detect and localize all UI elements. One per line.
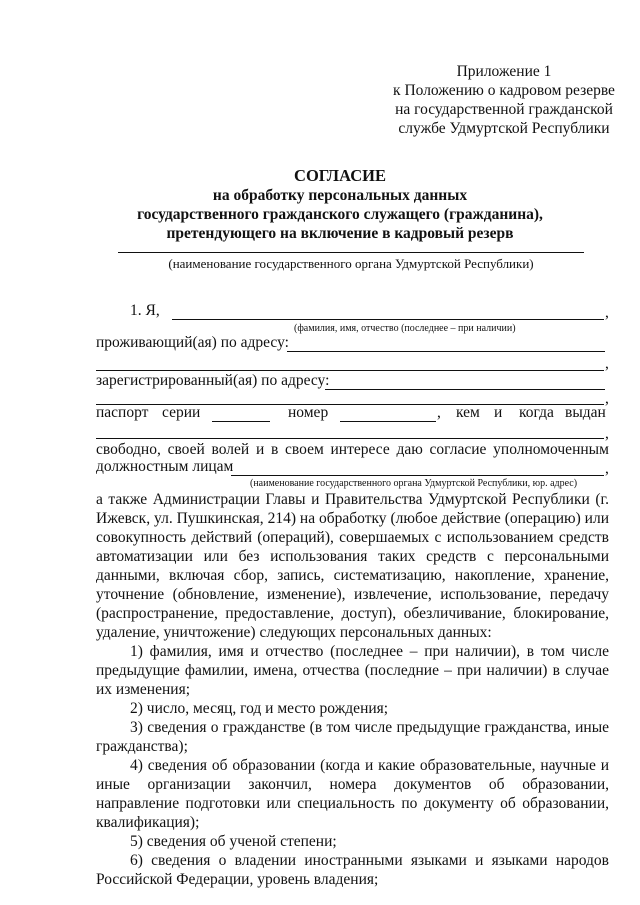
passport-label: паспорт [96,404,149,421]
comma: , [605,390,609,407]
document-title [60,166,620,243]
officials-label: должностным лицам [96,458,234,475]
consent-body [96,490,609,889]
registered-label: зарегистрированный(ая) по адресу: [96,372,330,389]
consent-word: интересе [330,441,390,458]
title-main: СОГЛАСИЕ [294,166,386,185]
org-name-field[interactable] [118,252,584,253]
passport-word: выдан [565,404,606,421]
list-item: 1) фамилия, имя и отчество (последнее – при наличии), в том числе предыдущие фамилии, имена, отчества (последние – при наличии) в случае их изменения; [96,643,609,698]
consent-word: и [255,441,265,458]
title-subline: претендующего на включение в кадровый резерв [166,225,514,242]
body-paragraph: а также Администрации Главы и Правительства Удмуртской Республики (г. Ижевск, ул. Пушкинская, 214) на обработку (любое действие (операцию) или совокупность действий (операций), совершаемых с использованием средств автоматизации или без использования таких средств с персональными данными, включая сбор, запись, систематизацию, накопление, хранение, уточнение (обновление, изменение), извлечение, использование, передачу (распространение, предоставление, доступ), обезличивание, блокирование, удаление, уничтожение) следующих персональных данных: [96,491,609,641]
consent-word: свободно, [96,441,161,458]
comma: , [605,304,609,321]
passport-issued-field[interactable] [96,438,604,439]
appendix-line: к Положению о кадровом резерве [393,82,615,99]
comma: , [605,425,609,442]
consent-word: даю [396,441,423,458]
list-item: 6) сведения о владении иностранными языками и языками народов Российской Федерации, уровень владения; [96,852,609,888]
list-item: 5) сведения об ученой степени; [130,833,337,850]
org-name-caption: (наименование государственного органа Удмуртской Республики) [168,256,534,271]
registered-address-field[interactable] [325,389,605,390]
living-address-field[interactable] [287,351,605,352]
appendix-line: на государственной гражданской [395,101,613,118]
living-label: проживающий(ая) по адресу: [96,334,289,351]
comma: , [605,460,609,477]
consent-word: волей [211,441,250,458]
list-item: 2) число, месяц, год и место рождения; [130,700,389,717]
title-subline: государственного гражданского служащего (гражданина), [137,206,543,223]
appendix-line: Приложение 1 [456,63,552,80]
officials-caption: (наименование государственного органа Удмуртской Республики, юр. адрес) [250,478,578,489]
consent-line [96,440,609,459]
fio-field[interactable] [172,319,604,320]
passport-word: кем [456,404,480,421]
living-address-field-2[interactable] [96,370,604,371]
fio-caption: (фамилия, имя, отчество (последнее – при наличии) [294,323,516,334]
passport-series-label: серии [162,404,201,421]
officials-field[interactable] [231,475,604,476]
list-item: 4) сведения об образовании (когда и какие образовательные, научные и иные организации закончил, номера документов об образовании, направление подготовки или специальность по документу об образовании, квалификация); [96,757,609,831]
passport-word: когда [519,404,554,421]
consent-word: согласие [429,441,487,458]
i-label: 1. Я, [130,302,160,319]
passport-word: и [494,404,503,421]
comma: , [605,355,609,372]
comma: , [437,404,441,421]
consent-word: своем [285,441,324,458]
appendix-header [384,62,624,138]
appendix-line: службе Удмуртской Республики [398,120,610,137]
title-subline: на обработку персональных данных [212,187,468,204]
consent-word: уполномоченным [493,441,609,458]
consent-word: в [270,441,279,458]
passport-series-field[interactable] [212,421,270,422]
passport-number-field[interactable] [340,421,436,422]
list-item: 3) сведения о гражданстве (в том числе предыдущие гражданства, иные гражданства); [96,719,609,755]
passport-number-label: номер [288,404,329,421]
consent-word: своей [167,441,205,458]
